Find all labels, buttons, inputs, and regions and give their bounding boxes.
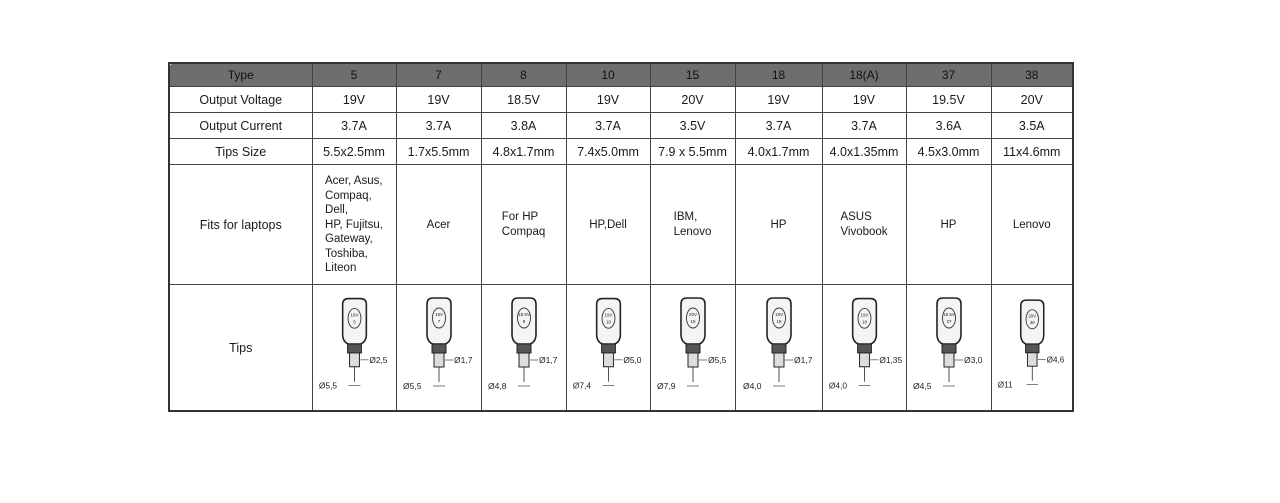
outer-diameter-label: Ø5,5 bbox=[402, 380, 421, 391]
tip-voltage-label: 19V bbox=[434, 311, 443, 317]
fits-line: Gateway, bbox=[325, 233, 373, 246]
outer-diameter-label: Ø4,8 bbox=[487, 380, 506, 391]
tip-cell bbox=[312, 285, 396, 411]
size-cell: 4.5x3.0mm bbox=[906, 139, 991, 165]
size-cell: 4.0x1.7mm bbox=[735, 139, 822, 165]
fits-list bbox=[1013, 218, 1051, 233]
voltage-cell: 18.5V bbox=[481, 87, 566, 113]
plug-collar-shape bbox=[601, 344, 615, 353]
inner-diameter-label: Ø4,6 bbox=[1046, 354, 1064, 364]
fits-list bbox=[674, 210, 712, 239]
connector-tip-icon bbox=[397, 286, 481, 410]
tip-voltage-label: 20V bbox=[1027, 312, 1036, 318]
current-cell: 3.7A bbox=[312, 113, 396, 139]
connector-tip-icon bbox=[567, 286, 650, 410]
type-header-2: 8 bbox=[481, 63, 566, 87]
inner-diameter-label: Ø1,7 bbox=[538, 354, 557, 365]
plug-collar-shape bbox=[772, 344, 786, 353]
fits-line: Acer, Asus, bbox=[325, 175, 383, 188]
connector-tip-icon bbox=[651, 286, 735, 410]
fits-list bbox=[427, 218, 451, 233]
type-header: Type bbox=[169, 63, 312, 87]
plug-barrel-shape bbox=[688, 353, 698, 367]
type-header-3: 10 bbox=[566, 63, 650, 87]
fits-cell bbox=[991, 165, 1073, 285]
type-header-7: 37 bbox=[906, 63, 991, 87]
size-cell: 1.7x5.5mm bbox=[396, 139, 481, 165]
tip-cell bbox=[396, 285, 481, 411]
inner-diameter-label: Ø3,0 bbox=[963, 354, 982, 365]
fits-line: HP,Dell bbox=[589, 219, 627, 232]
fits-list bbox=[840, 210, 887, 239]
connector-tip-icon bbox=[736, 286, 822, 410]
current-cell: 3.7A bbox=[735, 113, 822, 139]
tip-voltage-label: 19.5V bbox=[942, 311, 955, 317]
tip-voltage-label: 20V bbox=[688, 311, 697, 317]
voltage-cell: 19V bbox=[566, 87, 650, 113]
tip-number-label: 18 bbox=[775, 318, 782, 324]
tip-voltage-label: 19V bbox=[774, 311, 783, 317]
outer-diameter-label: Ø4,5 bbox=[912, 380, 931, 391]
plug-collar-shape bbox=[347, 344, 361, 353]
inner-diameter-label: Ø5,0 bbox=[622, 354, 641, 365]
plug-barrel-shape bbox=[349, 353, 359, 367]
current-cell: 3.5A bbox=[991, 113, 1073, 139]
type-header-1: 7 bbox=[396, 63, 481, 87]
fits-line: For HP bbox=[501, 211, 539, 224]
fits-line: HP, Fujitsu, bbox=[325, 218, 383, 231]
type-header-0: 5 bbox=[312, 63, 396, 87]
fits-cell bbox=[735, 165, 822, 285]
fits-line: Acer bbox=[426, 219, 451, 232]
tip-cell bbox=[481, 285, 566, 411]
size-cell: 5.5x2.5mm bbox=[312, 139, 396, 165]
tip-number-label: 5 bbox=[352, 318, 356, 324]
voltage-cell: 19V bbox=[396, 87, 481, 113]
row-label-tips: Tips bbox=[169, 285, 312, 411]
connector-tip-icon bbox=[482, 286, 566, 410]
plug-barrel-shape bbox=[1027, 352, 1037, 365]
plug-collar-shape bbox=[1025, 344, 1038, 353]
fits-line: Liteon bbox=[325, 262, 357, 275]
fits-cell bbox=[566, 165, 650, 285]
tip-cell bbox=[991, 285, 1073, 411]
plug-barrel-shape bbox=[774, 353, 784, 367]
current-row bbox=[169, 113, 1073, 139]
plug-barrel-shape bbox=[434, 353, 444, 367]
connector-tip-icon bbox=[907, 286, 991, 410]
tip-voltage-label: 19V bbox=[350, 311, 358, 317]
type-header-8: 38 bbox=[991, 63, 1073, 87]
current-cell: 3.7A bbox=[822, 113, 906, 139]
fits-line: HP bbox=[940, 219, 957, 232]
connector-tip-icon bbox=[823, 286, 906, 410]
outer-diameter-label: Ø7,4 bbox=[572, 380, 591, 391]
type-header-4: 15 bbox=[650, 63, 735, 87]
header-row bbox=[169, 63, 1073, 87]
tip-number-label: 8 bbox=[522, 318, 525, 324]
fits-row bbox=[169, 165, 1073, 285]
plug-collar-shape bbox=[686, 344, 700, 353]
size-cell: 4.8x1.7mm bbox=[481, 139, 566, 165]
current-cell: 3.6A bbox=[906, 113, 991, 139]
fits-line: Compaq bbox=[501, 225, 546, 238]
tip-number-label: 10 bbox=[605, 318, 611, 324]
connector-tip-icon bbox=[992, 286, 1073, 410]
fits-line: HP bbox=[770, 219, 787, 232]
fits-cell bbox=[481, 165, 566, 285]
voltage-cell: 20V bbox=[650, 87, 735, 113]
plug-collar-shape bbox=[857, 344, 871, 353]
voltage-cell: 20V bbox=[991, 87, 1073, 113]
inner-diameter-label: Ø2,5 bbox=[368, 354, 387, 365]
fits-list bbox=[325, 174, 383, 276]
outer-diameter-label: Ø4,0 bbox=[742, 380, 761, 391]
tip-cell bbox=[650, 285, 735, 411]
current-cell: 3.7A bbox=[396, 113, 481, 139]
fits-line: IBM, bbox=[673, 211, 698, 224]
outer-diameter-label: Ø4,0 bbox=[828, 380, 847, 391]
size-cell: 4.0x1.35mm bbox=[822, 139, 906, 165]
inner-diameter-label: Ø1,7 bbox=[793, 354, 812, 365]
plug-barrel-shape bbox=[603, 353, 613, 367]
fits-cell bbox=[396, 165, 481, 285]
tip-voltage-label: 19V bbox=[860, 311, 868, 317]
voltage-row bbox=[169, 87, 1073, 113]
tip-cell bbox=[906, 285, 991, 411]
fits-line: ASUS bbox=[840, 211, 872, 224]
fits-cell bbox=[312, 165, 396, 285]
plug-barrel-shape bbox=[944, 353, 954, 367]
inner-diameter-label: Ø1,35 bbox=[878, 354, 902, 365]
outer-diameter-label: Ø7,9 bbox=[656, 380, 675, 391]
plug-barrel-shape bbox=[859, 353, 869, 367]
fits-line: Lenovo bbox=[673, 225, 712, 238]
fits-list bbox=[589, 218, 627, 233]
current-cell: 3.8A bbox=[481, 113, 566, 139]
spec-table bbox=[168, 62, 1074, 412]
tip-cell bbox=[566, 285, 650, 411]
fits-line: Toshiba, bbox=[325, 247, 368, 260]
tip-cell bbox=[822, 285, 906, 411]
current-cell: 3.5V bbox=[650, 113, 735, 139]
size-cell: 11x4.6mm bbox=[991, 139, 1073, 165]
voltage-cell: 19V bbox=[735, 87, 822, 113]
fits-cell bbox=[906, 165, 991, 285]
fits-line: Vivobook bbox=[840, 225, 888, 238]
fits-list bbox=[941, 218, 957, 233]
row-label-size: Tips Size bbox=[169, 139, 312, 165]
fits-list bbox=[771, 218, 787, 233]
plug-collar-shape bbox=[432, 344, 446, 353]
fits-line: Lenovo bbox=[1012, 219, 1051, 232]
tip-voltage-label: 18.5V bbox=[517, 311, 530, 317]
inner-diameter-label: Ø1,7 bbox=[453, 354, 472, 365]
tip-number-label: 38 bbox=[1029, 319, 1035, 325]
fits-line: Compaq, bbox=[325, 189, 372, 202]
voltage-cell: 19.5V bbox=[906, 87, 991, 113]
plug-barrel-shape bbox=[519, 353, 529, 367]
plug-collar-shape bbox=[517, 344, 531, 353]
plug-collar-shape bbox=[942, 344, 956, 353]
fits-list bbox=[502, 210, 545, 239]
fits-cell bbox=[650, 165, 735, 285]
outer-diameter-label: Ø5,5 bbox=[318, 380, 337, 391]
fits-line: Dell, bbox=[325, 204, 349, 217]
tip-number-label: 37 bbox=[945, 318, 952, 324]
size-cell: 7.9 x 5.5mm bbox=[650, 139, 735, 165]
type-header-6: 18(A) bbox=[822, 63, 906, 87]
size-cell: 7.4x5.0mm bbox=[566, 139, 650, 165]
tip-voltage-label: 19V bbox=[604, 311, 612, 317]
connector-tip-icon bbox=[313, 286, 396, 410]
row-label-fits: Fits for laptops bbox=[169, 165, 312, 285]
outer-diameter-label: Ø11 bbox=[997, 379, 1013, 389]
type-header-5: 18 bbox=[735, 63, 822, 87]
tip-number-label: 7 bbox=[437, 318, 440, 324]
voltage-cell: 19V bbox=[312, 87, 396, 113]
fits-cell bbox=[822, 165, 906, 285]
tip-number-label: 18 bbox=[861, 318, 867, 324]
voltage-cell: 19V bbox=[822, 87, 906, 113]
size-row bbox=[169, 139, 1073, 165]
tip-number-label: 15 bbox=[689, 318, 696, 324]
row-label-current: Output Current bbox=[169, 113, 312, 139]
inner-diameter-label: Ø5,5 bbox=[707, 354, 726, 365]
tips-row bbox=[169, 285, 1073, 411]
row-label-voltage: Output Voltage bbox=[169, 87, 312, 113]
tip-cell bbox=[735, 285, 822, 411]
current-cell: 3.7A bbox=[566, 113, 650, 139]
